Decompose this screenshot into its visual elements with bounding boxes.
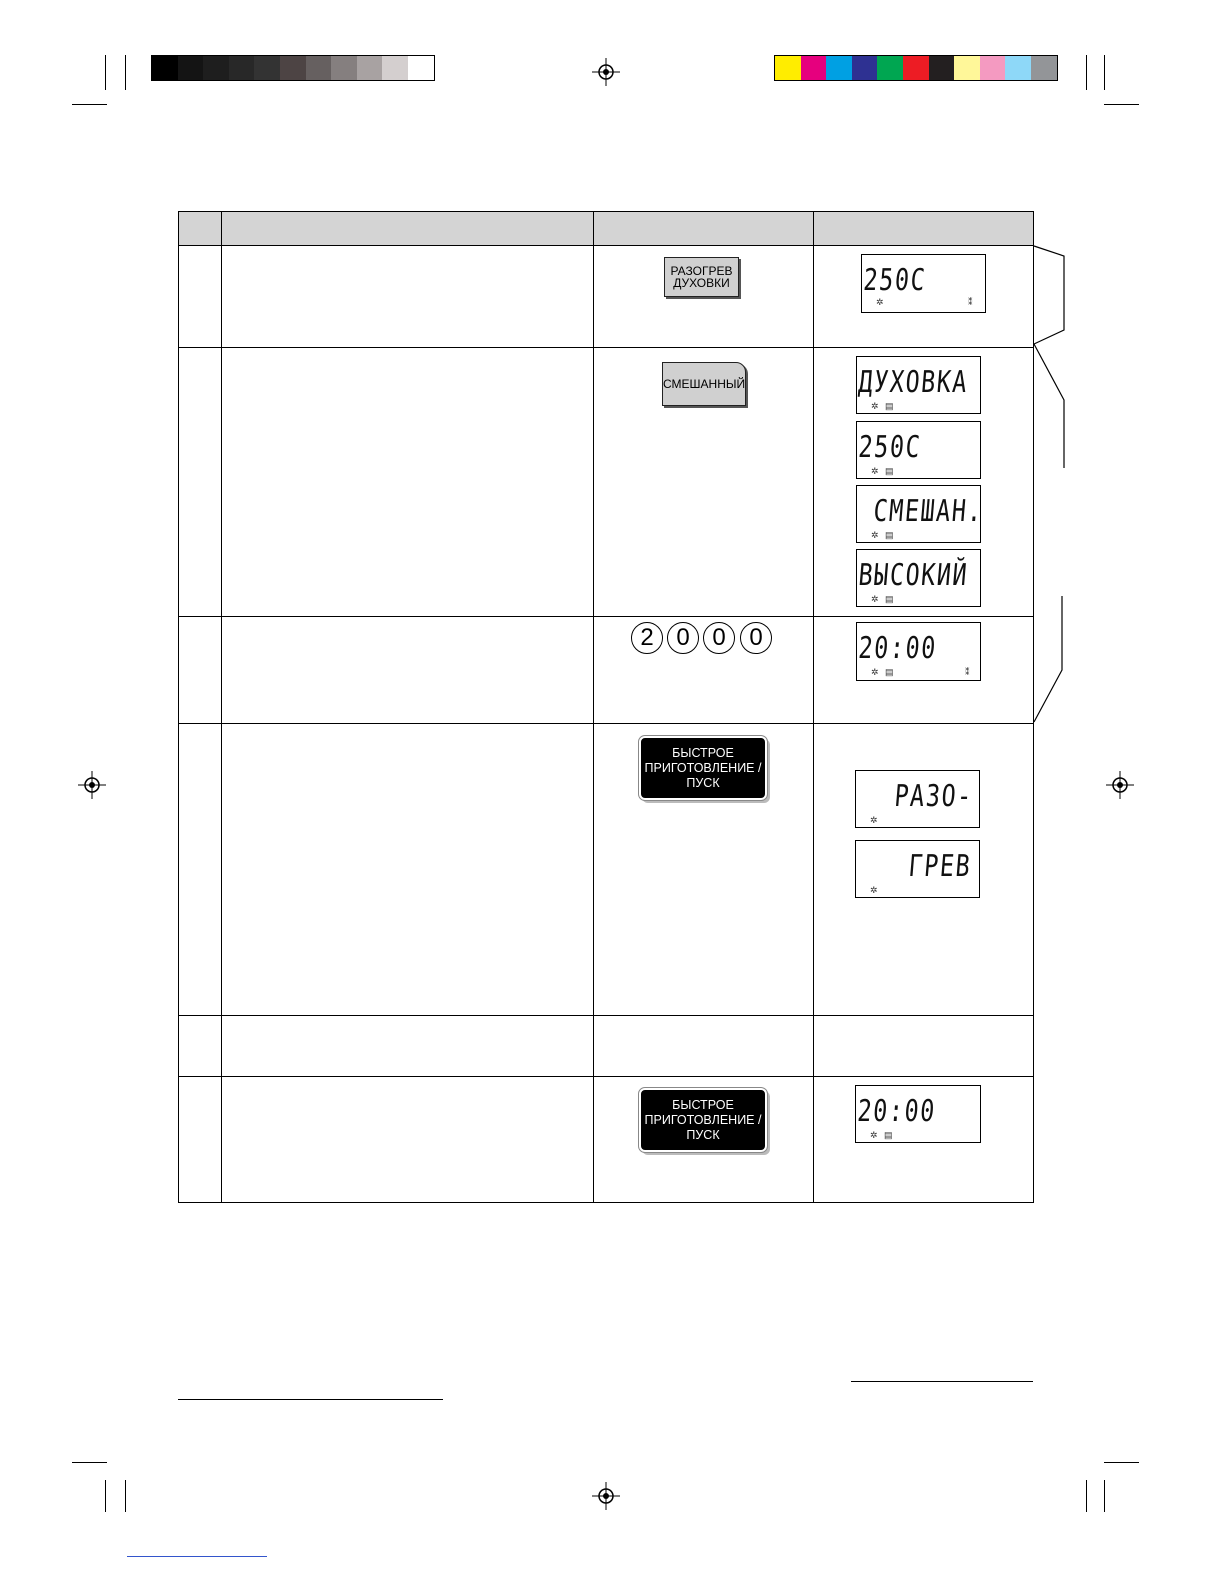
- crop-mark: [1104, 1480, 1105, 1512]
- grill-icon: ▤: [884, 1130, 893, 1140]
- crop-mark: [1104, 55, 1105, 90]
- display-text: 20:00: [857, 631, 939, 666]
- grill-icon: ▤: [885, 530, 894, 540]
- crop-mark: [1104, 104, 1139, 105]
- table-header: [179, 212, 1033, 246]
- display-text: СМЕШАН.: [872, 494, 985, 529]
- blink-icon: ⁑: [968, 297, 973, 307]
- color-swatch: [801, 56, 827, 80]
- grill-icon: ▤: [885, 667, 894, 677]
- fan-icon: ✲: [870, 885, 878, 895]
- display-text: ГРЕВ: [907, 849, 973, 884]
- color-swatch: [178, 56, 204, 80]
- color-swatch: [903, 56, 929, 80]
- lcd-display: [855, 840, 980, 898]
- quick-start-button[interactable]: [639, 1088, 767, 1152]
- color-swatch: [980, 56, 1006, 80]
- button-label: ПУСК: [686, 1127, 720, 1142]
- color-swatch: [331, 56, 357, 80]
- column-divider: [813, 212, 814, 1202]
- color-swatch: [203, 56, 229, 80]
- button-label: ПРИГОТОВЛЕНИЕ /: [644, 1112, 762, 1127]
- crop-mark: [72, 104, 107, 105]
- footer-rule: [127, 1556, 267, 1557]
- color-swatch: [852, 56, 878, 80]
- footer-rule: [178, 1399, 443, 1400]
- crop-mark: [72, 1462, 107, 1463]
- mixed-mode-button[interactable]: [662, 362, 746, 406]
- digit-0-button[interactable]: 0: [667, 622, 699, 654]
- crop-mark: [125, 1480, 126, 1512]
- crop-mark: [105, 55, 106, 90]
- blink-icon: ⁑: [965, 667, 970, 677]
- bracket-lines: [1030, 240, 1070, 730]
- row-divider: [179, 616, 1033, 617]
- fan-icon: ✲: [871, 530, 879, 540]
- fan-icon: ✲: [871, 401, 879, 411]
- display-text: 250C: [862, 263, 928, 298]
- lcd-display: [856, 549, 981, 607]
- lcd-display: [855, 770, 980, 828]
- color-swatch: [382, 56, 408, 80]
- color-swatch: [954, 56, 980, 80]
- row-divider: [179, 347, 1033, 348]
- column-divider: [593, 212, 594, 1202]
- button-label: ДУХОВКИ: [673, 276, 730, 290]
- grill-icon: ▤: [885, 466, 894, 476]
- color-swatch: [1005, 56, 1031, 80]
- grill-icon: ▤: [885, 594, 894, 604]
- registration-mark-icon: [78, 771, 106, 799]
- lcd-display: [855, 1085, 981, 1143]
- button-label: СМЕШАННЫЙ: [663, 377, 746, 391]
- row-divider: [179, 1076, 1033, 1077]
- button-label: БЫСТРОЕ: [672, 1097, 734, 1112]
- grill-icon: ▤: [885, 401, 894, 411]
- digit-2-button[interactable]: 2: [631, 622, 663, 654]
- crop-mark: [125, 55, 126, 90]
- color-swatch: [775, 56, 801, 80]
- digit-0-button[interactable]: 0: [703, 622, 735, 654]
- color-swatch: [1031, 56, 1057, 80]
- color-swatch: [929, 56, 955, 80]
- fan-icon: ✲: [870, 1130, 878, 1140]
- fan-icon: ✲: [870, 815, 878, 825]
- display-text: 250C: [857, 430, 923, 465]
- lcd-display: [856, 356, 981, 414]
- grey-scale-bar: [151, 55, 435, 81]
- crop-mark: [1086, 55, 1087, 90]
- color-swatch: [229, 56, 255, 80]
- preheat-oven-button[interactable]: [664, 257, 739, 297]
- lcd-display: [861, 254, 986, 313]
- color-swatch: [254, 56, 280, 80]
- row-divider: [179, 723, 1033, 724]
- lcd-display: [856, 622, 981, 681]
- fan-icon: ✲: [871, 594, 879, 604]
- footer-rule: [851, 1381, 1033, 1382]
- color-swatch: [280, 56, 306, 80]
- fan-icon: ✲: [871, 667, 879, 677]
- registration-mark-icon: [592, 58, 620, 86]
- color-swatch: [306, 56, 332, 80]
- color-swatch: [152, 56, 178, 80]
- lcd-display: [856, 485, 985, 543]
- color-swatch: [826, 56, 852, 80]
- crop-mark: [1104, 1462, 1139, 1463]
- row-divider: [179, 1015, 1033, 1016]
- column-divider: [221, 212, 222, 1202]
- color-calibration-bar: [774, 55, 1058, 81]
- display-text: ДУХОВКА: [857, 365, 970, 400]
- registration-mark-icon: [1106, 771, 1134, 799]
- display-text: ВЫСОКИЙ: [857, 558, 970, 593]
- button-label: БЫСТРОЕ: [672, 745, 734, 760]
- color-swatch: [357, 56, 383, 80]
- button-label: ПРИГОТОВЛЕНИЕ /: [644, 760, 762, 775]
- color-swatch: [877, 56, 903, 80]
- display-text: 20:00: [856, 1094, 938, 1129]
- crop-mark: [105, 1480, 106, 1512]
- fan-icon: ✲: [871, 466, 879, 476]
- quick-start-button[interactable]: [639, 736, 767, 800]
- crop-mark: [1086, 1480, 1087, 1512]
- digit-0-button[interactable]: 0: [740, 622, 772, 654]
- registration-mark-icon: [592, 1482, 620, 1510]
- button-label: РАЗОГРЕВ: [670, 264, 733, 278]
- display-text: РАЗО-: [893, 779, 975, 814]
- lcd-display: [856, 421, 981, 479]
- color-swatch: [408, 56, 434, 80]
- button-label: ПУСК: [686, 775, 720, 790]
- fan-icon: ✲: [876, 297, 884, 307]
